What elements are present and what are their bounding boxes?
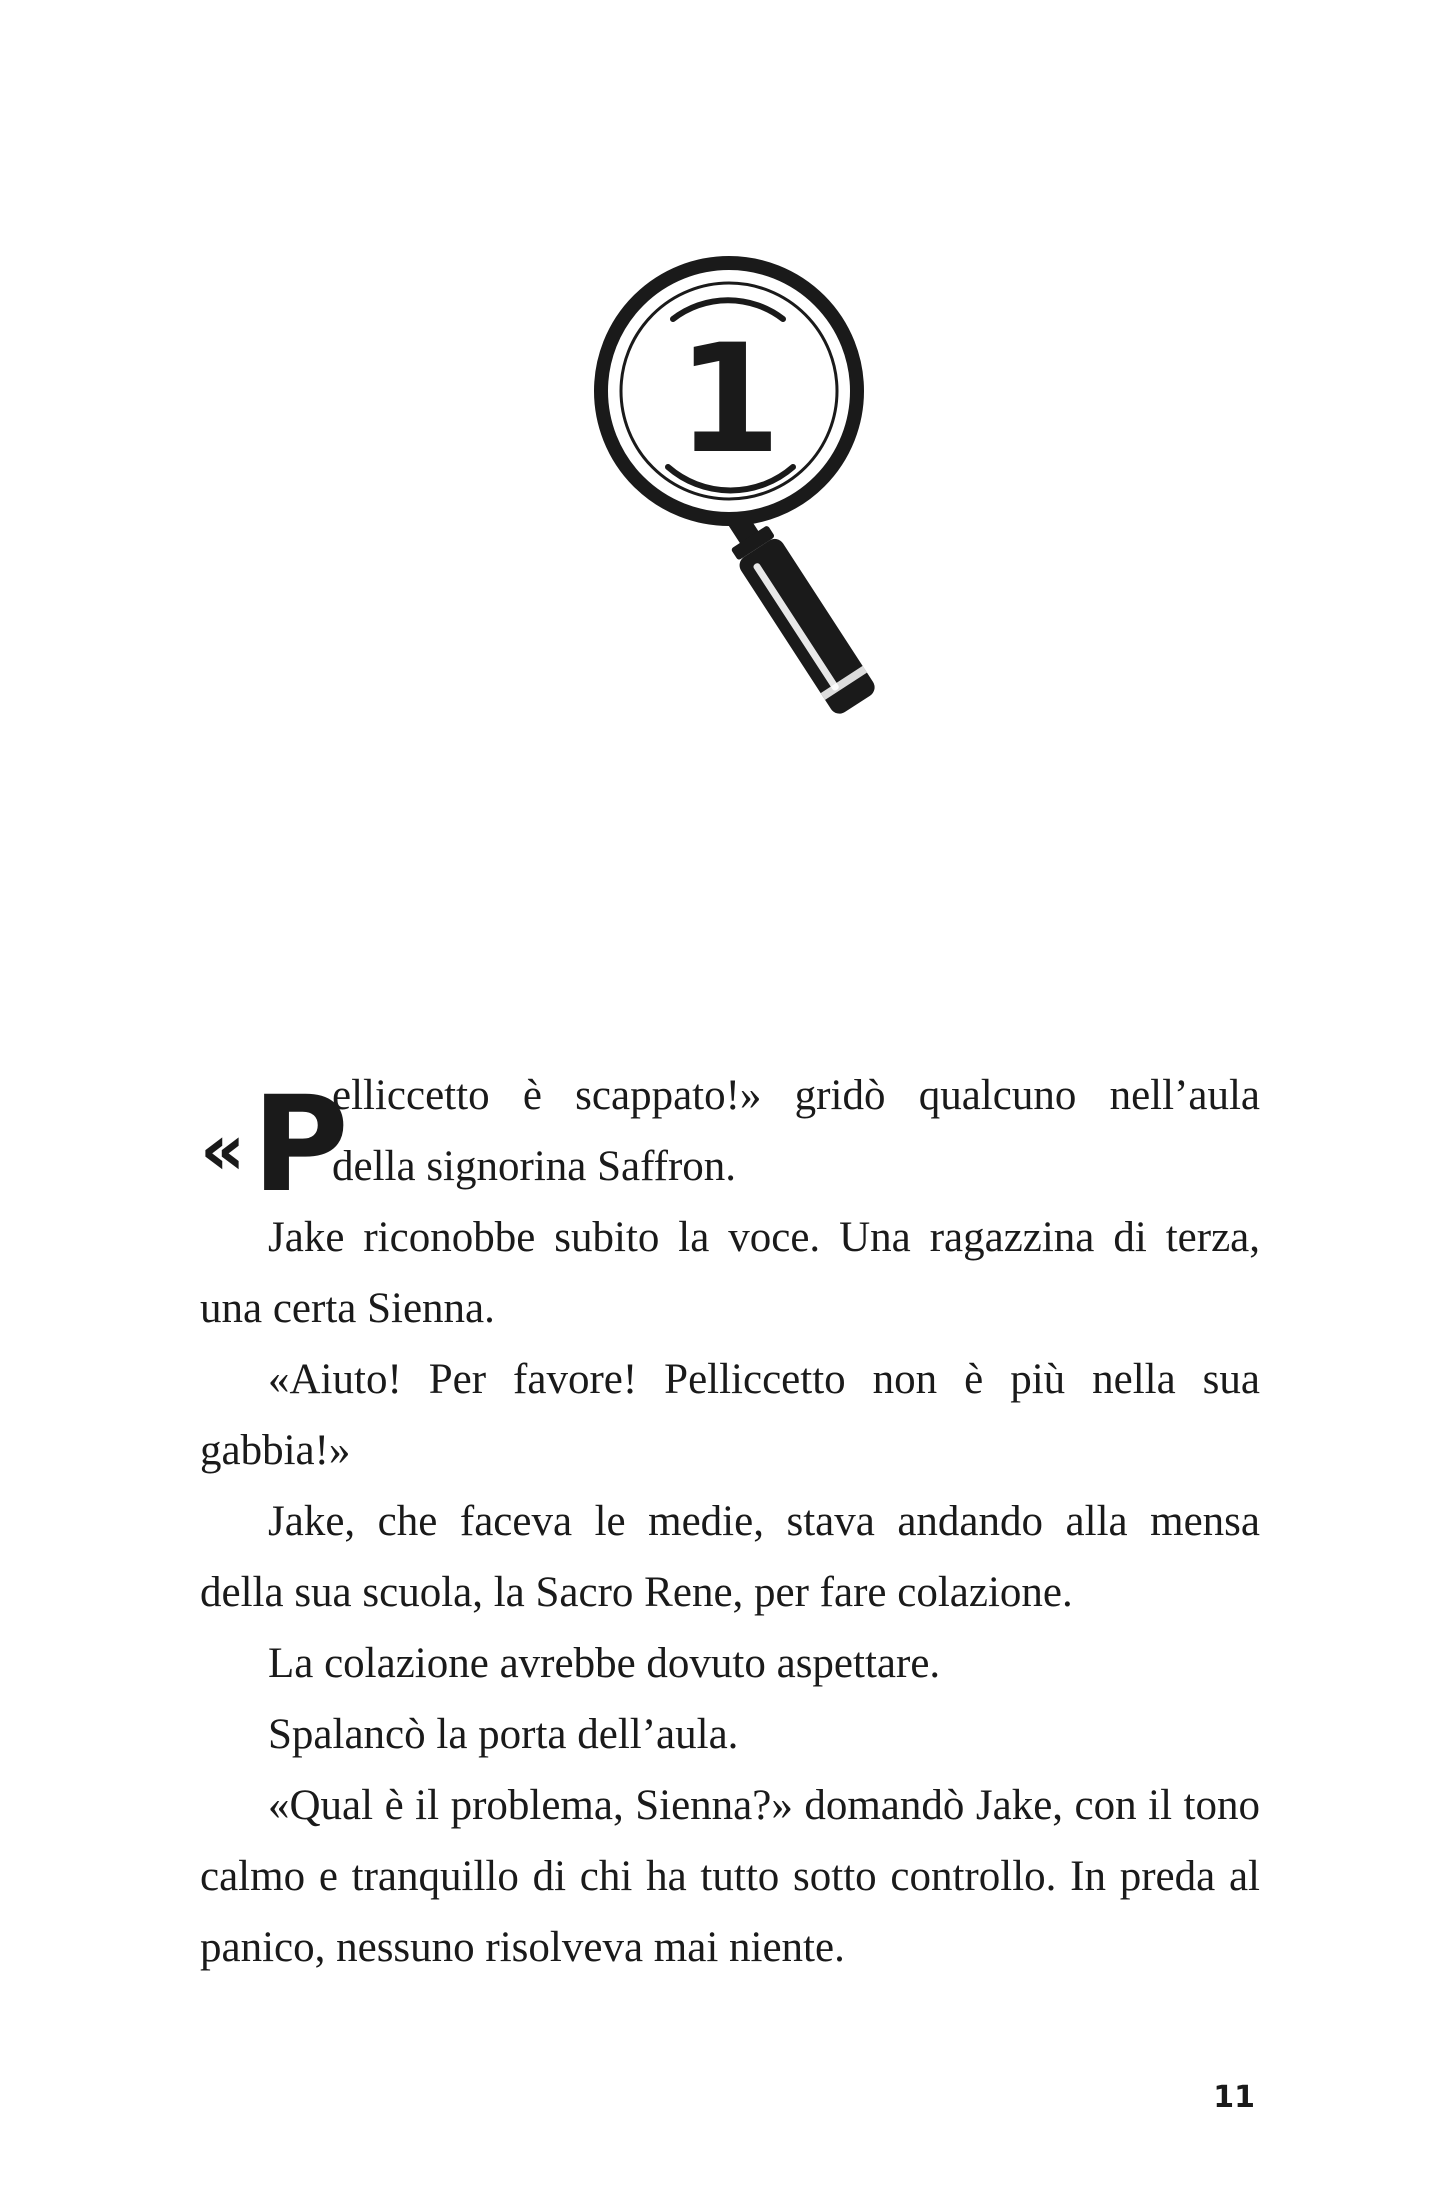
paragraph: Jake riconobbe subito la voce. Una ragazzina di terza, una certa Sienna.	[200, 1214, 1260, 1332]
opening-line-2: della signorina Saffron.	[332, 1143, 737, 1190]
paragraph: Jake, che faceva le medie, stava andando alla mensa della sua scuola, la Sacro Rene, per fare colazione.	[200, 1498, 1260, 1616]
page-number: 11	[1213, 2080, 1255, 2115]
paragraph: Spalancò la porta dell’aula.	[268, 1711, 739, 1758]
chapter-heading-magnifying-glass	[578, 255, 958, 725]
chapter-number: 1	[676, 313, 782, 487]
drop-cap	[200, 1066, 349, 1222]
drop-cap-quote: «	[200, 1109, 246, 1191]
drop-cap-letter: P	[252, 1068, 349, 1222]
chapter-text	[200, 1060, 1260, 1983]
opening-line-1: elliccetto è scappato!» gridò qualcuno nell’aula	[332, 1072, 1260, 1119]
paragraph: «Qual è il problema, Sienna?» domandò Jake, con il tono calmo e tranquillo di chi ha tutto sotto controllo. In preda al panico, nessuno risolveva mai niente.	[200, 1782, 1260, 1971]
paragraph: «Aiuto! Per favore! Pelliccetto non è più nella sua gabbia!»	[200, 1356, 1260, 1474]
magnifying-glass-icon	[578, 255, 958, 725]
opening-paragraph	[200, 1060, 1260, 1222]
paragraph: La colazione avrebbe dovuto aspettare.	[268, 1640, 941, 1687]
